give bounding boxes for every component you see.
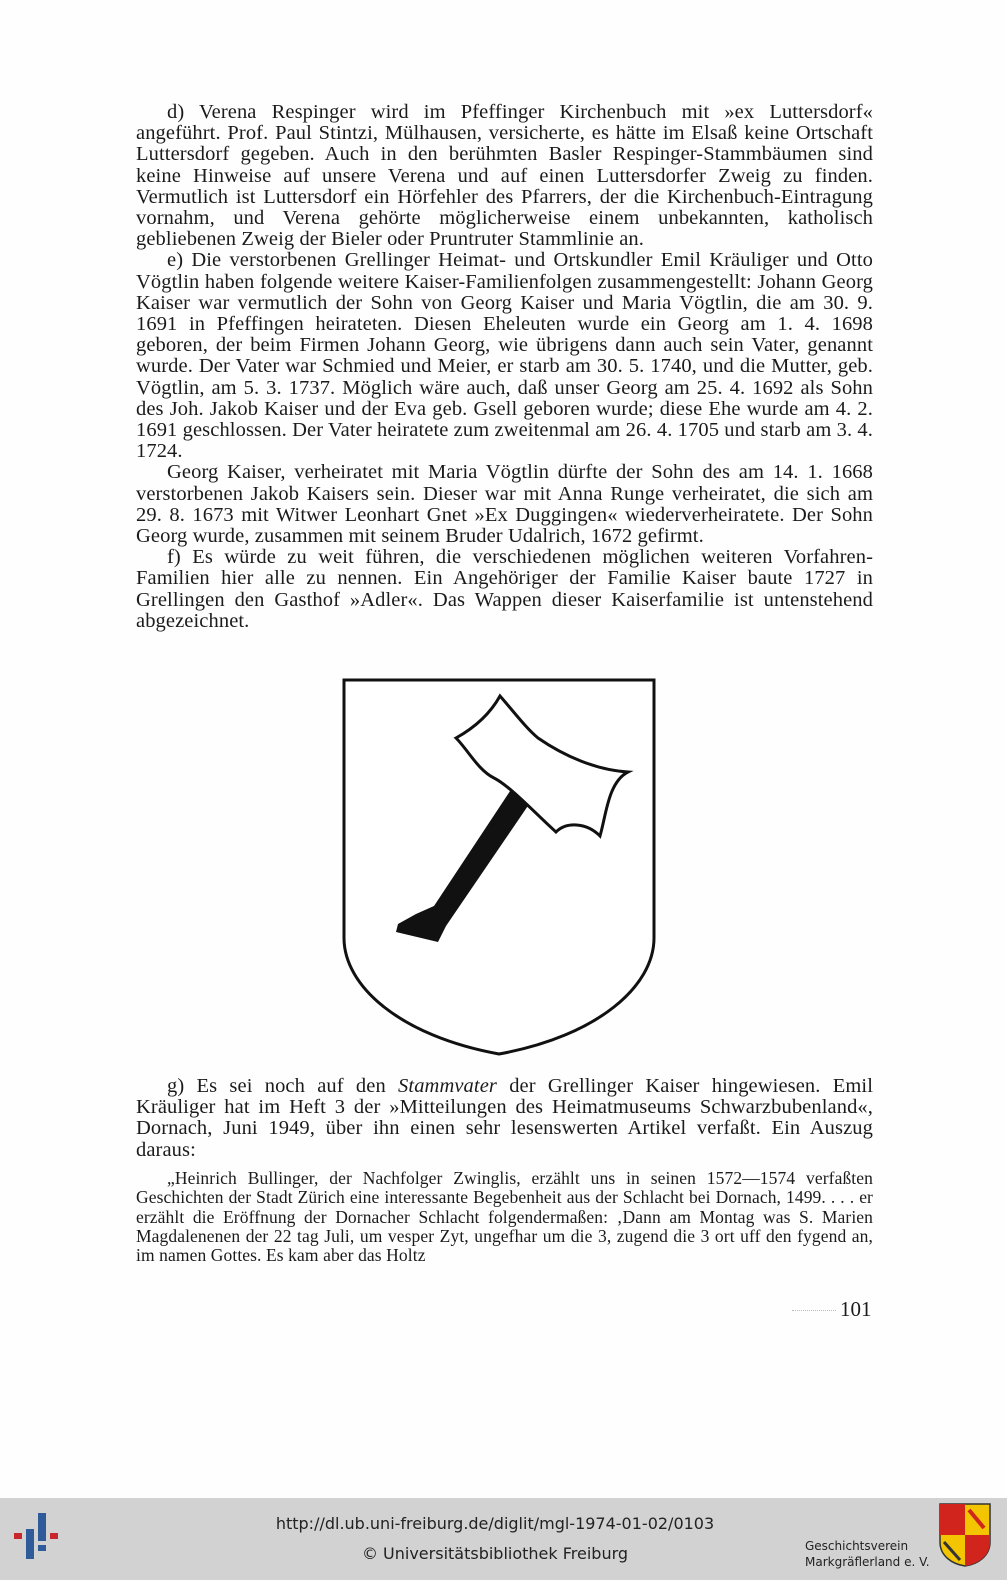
page-number: 101 [840,1297,872,1321]
emphasis-stammvater: Stammvater [398,1075,497,1097]
society-crest-icon [938,1502,992,1568]
page-number-leader [792,1310,836,1311]
coat-of-arms-image [338,676,660,1058]
paragraph-g: g) Es sei noch auf den Stammvater der Grellinger Kaiser hingewiesen. Emil Kräuliger hat im Heft 3 der »Mitteilungen des Heimatmuseums Schwarzbubenland«, Dornach, Juni 1949, über ihn einen sehr lesenswerten Artikel verfaßt. Ein Auszug daraus: [136,1075,873,1161]
body-text-top [136,102,873,632]
paragraph-f: f) Es würde zu weit führen, die verschiedenen möglichen weiteren Vorfahren-Familien hier alle zu nennen. Ein Angehöriger der Familie Kaiser baute 1727 in Grellingen den Gasthof »Adler«. Das Wappen dieser Kaiserfamilie ist untenstehend abgezeichnet. [136,546,873,632]
copyright-text: © Universitätsbibliothek Freiburg [361,1544,629,1563]
paragraph-d: d) Verena Respinger wird im Pfeffinger Kirchenbuch mit »ex Luttersdorf« angeführt. Prof. Paul Stintzi, Mülhausen, versicherte, es hätte im Elsaß keine Ortschaft Luttersdorf gegeben. Auch in den berühmten Basler Respinger-Stammbäumen sind keine Hinweise auf unsere Verena und auf einen Luttersdorfer Zweig zu finden. Vermutlich ist Luttersdorf ein Hörfehler des Pfarrers, der die Kirchenbuch-Eintragung vornahm, und Verena gehörte möglicherweise einem unbekannten, katholisch gebliebenen Zweig der Bieler oder Pruntruter Stammlinie an. [136,101,873,251]
body-text-bottom [136,1076,873,1161]
paragraph-georg: Georg Kaiser, verheiratet mit Maria Vögtlin dürfte der Sohn des am 14. 1. 1668 verstorbenen Jakob Kaisers sein. Dieser war mit Anna Runge verheiratet, die sich am 29. 8. 1673 mit Witwer Leonhart Gnet »Ex Duggingen« wiederverheiratete. Der Sohn Georg wurde, zusammen mit seinem Bruder Udalrich, 1672 gefirmt. [136,461,873,548]
quote-bullinger: „Heinrich Bullinger, der Nachfolger Zwinglis, erzählt uns in seinen 1572—1574 verfaßten Geschichten der Stadt Zürich eine interessante Begebenheit aus der Schlacht bei Dornach, 1499. . . . er erzählt die Eröffnung der Dornacher Schlacht folgendermaßen: ‚Dann am Montag was S. Marien Magdalenenen der 22 tag Juli, um vesper Zyt, ungefhar um die 3, zugend die 3 ort uff den fygend an, im namen Gottes. Es kam aber das Holtz [136,1168,873,1266]
document-url-link[interactable]: http://dl.ub.uni-freiburg.de/diglit/mgl-1974-01-02/0103 [275,1514,715,1533]
society-name: Geschichtsverein Markgräflerland e. V. [805,1539,930,1569]
footer-bar [0,1498,1007,1580]
paragraph-e: e) Die verstorbenen Grellinger Heimat- und Ortskundler Emil Kräuliger und Otto Vögtlin haben folgende weitere Kaiser-Familienfolgen zusammengestellt: Johann Georg Kaiser war vermutlich der Sohn von Georg Kaiser und Maria Vögtlin, die am 30. 9. 1691 in Pfeffingen heirateten. Diesen Eheleuten wurde ein Georg am 1. 4. 1698 geboren, der beim Firmen Johann Georg, wie übrigens dann auch sein Vater, genannt wurde. Der Vater war Schmied und Meier, er starb am 30. 5. 1740, und die Mutter, geb. Vögtlin, am 5. 3. 1737. Möglich wäre auch, daß unser Georg am 25. 4. 1692 als Sohn des Joh. Jakob Kaiser und der Eva geb. Gsell geboren wurde; diese Ehe wurde am 4. 2. 1691 geschlossen. Der Vater heiratete zum zweitenmal am 26. 4. 1705 und starb am 3. 4. 1724. [136,249,873,463]
